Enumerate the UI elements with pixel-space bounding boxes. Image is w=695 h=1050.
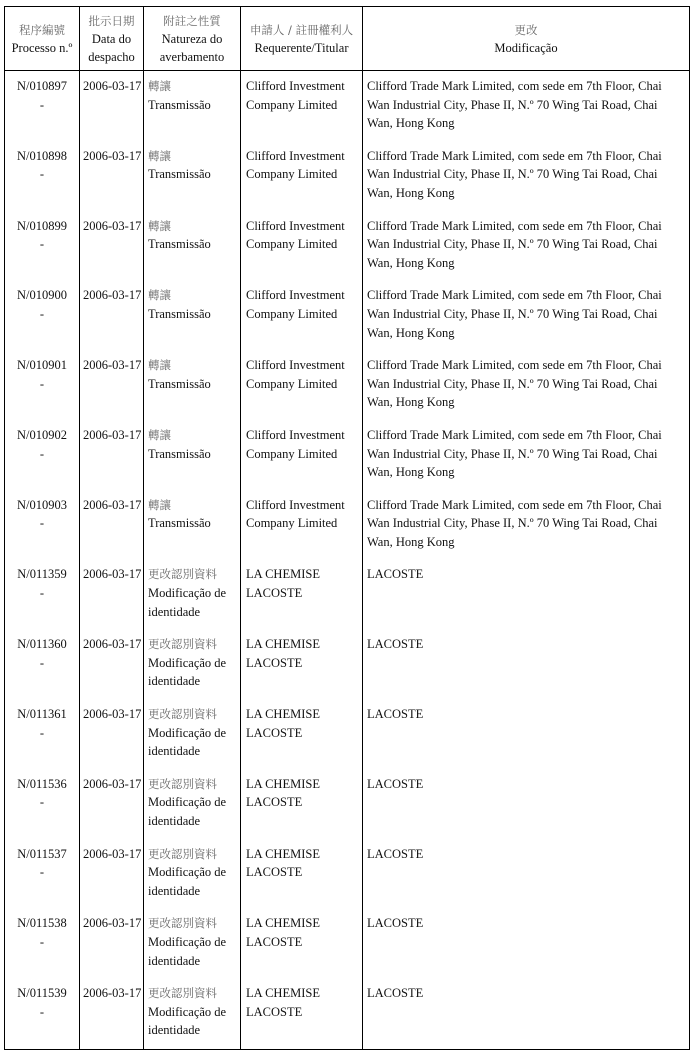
natureza-pt: Transmissão: [148, 446, 211, 461]
data-despacho-cell: 2006-03-17: [80, 560, 144, 630]
header-processo-pt: Processo n.º: [11, 40, 73, 55]
natureza-zh: 更改認別資料: [148, 567, 217, 582]
processo-sub: -: [39, 516, 45, 531]
natureza-pt: Modificação de identidade: [148, 1004, 227, 1038]
natureza-pt: Transmissão: [148, 237, 211, 252]
header-natureza-pt-1: Natureza do: [161, 31, 223, 46]
header-modificacao-pt: Modificação: [494, 40, 558, 55]
table-header: [5, 7, 690, 71]
modificacao-cell: LACOSTE: [363, 560, 690, 630]
natureza-cell: [144, 840, 241, 910]
processo-sub: -: [39, 934, 45, 949]
table-row: [5, 770, 690, 840]
header-processo: [5, 7, 80, 71]
data-despacho-cell: 2006-03-17: [80, 142, 144, 212]
processo-sub: -: [39, 655, 45, 670]
natureza-pt: Modificação de identidade: [148, 934, 227, 968]
processo-cell: [5, 630, 80, 700]
table-row: [5, 560, 690, 630]
header-processo-zh: 程序編號: [19, 22, 65, 37]
table-row: [5, 212, 690, 282]
data-despacho-cell: 2006-03-17: [80, 351, 144, 421]
table-row: [5, 281, 690, 351]
processo-number: N/011537: [17, 846, 67, 861]
table-row: [5, 630, 690, 700]
natureza-pt: Modificação de identidade: [148, 586, 227, 619]
natureza-cell: [144, 351, 241, 421]
data-despacho-cell: 2006-03-17: [80, 71, 144, 142]
processo-cell: [5, 491, 80, 561]
processo-cell: [5, 71, 80, 142]
header-data-pt-1: Data do: [91, 31, 132, 46]
modificacao-cell: LACOSTE: [363, 840, 690, 910]
natureza-zh: 更改認別資料: [148, 916, 217, 931]
natureza-zh: 轉讓: [148, 79, 171, 93]
requerente-cell: Clifford Investment Company Limited: [241, 212, 363, 282]
requerente-cell: Clifford Investment Company Limited: [241, 351, 363, 421]
natureza-cell: [144, 770, 241, 840]
natureza-zh: 轉讓: [148, 218, 171, 233]
data-despacho-cell: 2006-03-17: [80, 630, 144, 700]
natureza-pt: Transmissão: [148, 376, 211, 391]
natureza-zh: 更改認別資料: [148, 707, 217, 722]
table-row: [5, 351, 690, 421]
processo-sub: -: [39, 1004, 45, 1019]
table-row: [5, 909, 690, 979]
header-requerente-pt: Requerente/Titular: [254, 40, 349, 55]
modificacao-cell: LACOSTE: [363, 770, 690, 840]
natureza-cell: [144, 421, 241, 491]
modificacao-cell: Clifford Trade Mark Limited, com sede em 7th Floor, Chai Wan Industrial City, Phase II, N.º 70 Wing Tai Road, Chai Wan, Hong Kong: [363, 421, 690, 491]
data-despacho-cell: 2006-03-17: [80, 421, 144, 491]
data-despacho-cell: 2006-03-17: [80, 491, 144, 561]
data-despacho-cell: 2006-03-17: [80, 979, 144, 1049]
processo-number: N/010899: [17, 218, 67, 233]
natureza-cell: [144, 281, 241, 351]
natureza-zh: 轉讓: [148, 148, 171, 163]
processo-number: N/011539: [17, 986, 67, 1001]
natureza-pt: Modificação de identidade: [148, 865, 227, 898]
processo-sub: -: [39, 865, 45, 880]
header-data-pt-2: despacho: [88, 49, 135, 64]
processo-sub: -: [39, 446, 45, 461]
requerente-cell: Clifford Investment Company Limited: [241, 71, 363, 142]
processo-number: N/010903: [17, 497, 67, 512]
modificacao-cell: Clifford Trade Mark Limited, com sede em 7th Floor, Chai Wan Industrial City, Phase II, N.º 70 Wing Tai Road, Chai Wan, Hong Kong: [363, 212, 690, 282]
requerente-cell: LA CHEMISE LACOSTE: [241, 979, 363, 1049]
processo-cell: [5, 840, 80, 910]
natureza-cell: [144, 142, 241, 212]
processo-number: N/011359: [17, 567, 67, 582]
processo-cell: [5, 212, 80, 282]
table-row: [5, 142, 690, 212]
natureza-pt: Transmissão: [148, 167, 211, 182]
table-row: [5, 71, 690, 142]
processo-number: N/011536: [17, 776, 67, 791]
data-despacho-cell: 2006-03-17: [80, 909, 144, 979]
data-despacho-cell: 2006-03-17: [80, 281, 144, 351]
processo-sub: -: [39, 237, 45, 252]
header-data: [80, 7, 144, 71]
processo-sub: -: [39, 376, 45, 391]
header-modificacao: [363, 7, 690, 71]
processo-sub: -: [39, 97, 45, 112]
processo-number: N/011538: [17, 916, 67, 931]
header-natureza-pt-2: averbamento: [159, 49, 225, 64]
natureza-zh: 轉讓: [148, 288, 171, 303]
processo-cell: [5, 281, 80, 351]
natureza-zh: 轉讓: [148, 427, 171, 442]
processo-cell: [5, 142, 80, 212]
header-natureza: [144, 7, 241, 71]
processo-number: N/010898: [17, 148, 67, 163]
processo-number: N/010900: [17, 288, 67, 303]
modificacao-cell: LACOSTE: [363, 700, 690, 770]
processo-cell: [5, 770, 80, 840]
requerente-cell: Clifford Investment Company Limited: [241, 142, 363, 212]
data-despacho-cell: 2006-03-17: [80, 700, 144, 770]
requerente-cell: Clifford Investment Company Limited: [241, 421, 363, 491]
requerente-cell: Clifford Investment Company Limited: [241, 491, 363, 561]
data-despacho-cell: 2006-03-17: [80, 770, 144, 840]
processo-sub: -: [39, 586, 45, 601]
natureza-pt: Transmissão: [148, 97, 211, 112]
processo-cell: [5, 421, 80, 491]
processo-sub: -: [39, 167, 45, 182]
natureza-pt: Modificação de identidade: [148, 655, 227, 689]
natureza-cell: [144, 630, 241, 700]
processo-cell: [5, 700, 80, 770]
natureza-cell: [144, 700, 241, 770]
natureza-cell: [144, 71, 241, 142]
processo-number: N/010902: [17, 427, 67, 442]
natureza-zh: 轉讓: [148, 358, 171, 373]
processo-number: N/011360: [17, 637, 67, 652]
processo-cell: [5, 909, 80, 979]
processo-cell: [5, 351, 80, 421]
data-despacho-cell: 2006-03-17: [80, 840, 144, 910]
processo-sub: -: [39, 725, 45, 740]
natureza-zh: 更改認別資料: [148, 776, 217, 791]
natureza-cell: [144, 979, 241, 1049]
requerente-cell: LA CHEMISE LACOSTE: [241, 700, 363, 770]
processo-cell: [5, 979, 80, 1049]
table-row: [5, 840, 690, 910]
requerente-cell: Clifford Investment Company Limited: [241, 281, 363, 351]
natureza-pt: Transmissão: [148, 516, 211, 531]
processo-number: N/010897: [17, 79, 67, 93]
modificacao-cell: Clifford Trade Mark Limited, com sede em 7th Floor, Chai Wan Industrial City, Phase II, N.º 70 Wing Tai Road, Chai Wan, Hong Kong: [363, 351, 690, 421]
modificacao-cell: Clifford Trade Mark Limited, com sede em 7th Floor, Chai Wan Industrial City, Phase II, N.º 70 Wing Tai Road, Chai Wan, Hong Kong: [363, 281, 690, 351]
natureza-pt: Modificação de identidade: [148, 795, 227, 828]
header-requerente: [241, 7, 363, 71]
requerente-cell: LA CHEMISE LACOSTE: [241, 909, 363, 979]
natureza-cell: [144, 560, 241, 630]
natureza-zh: 更改認別資料: [148, 986, 217, 1001]
header-natureza-zh: 附註之性質: [163, 13, 221, 28]
natureza-zh: 更改認別資料: [148, 637, 217, 652]
table-row: [5, 421, 690, 491]
modificacao-cell: Clifford Trade Mark Limited, com sede em 7th Floor, Chai Wan Industrial City, Phase II, N.º 70 Wing Tai Road, Chai Wan, Hong Kong: [363, 71, 690, 142]
processo-number: N/010901: [17, 358, 67, 373]
header-row: [5, 7, 690, 71]
header-requerente-zh: 申請人 / 註冊權利人: [249, 22, 354, 37]
natureza-cell: [144, 491, 241, 561]
natureza-cell: [144, 909, 241, 979]
modificacao-cell: LACOSTE: [363, 979, 690, 1049]
requerente-cell: LA CHEMISE LACOSTE: [241, 630, 363, 700]
table-row: [5, 491, 690, 561]
data-despacho-cell: 2006-03-17: [80, 212, 144, 282]
table-row: [5, 979, 690, 1049]
table-row: [5, 700, 690, 770]
natureza-pt: Modificação de identidade: [148, 725, 227, 759]
modificacao-cell: LACOSTE: [363, 909, 690, 979]
requerente-cell: LA CHEMISE LACOSTE: [241, 770, 363, 840]
processo-number: N/011361: [17, 707, 67, 722]
requerente-cell: LA CHEMISE LACOSTE: [241, 560, 363, 630]
table-body: [5, 71, 690, 1050]
requerente-cell: LA CHEMISE LACOSTE: [241, 840, 363, 910]
modificacao-cell: Clifford Trade Mark Limited, com sede em 7th Floor, Chai Wan Industrial City, Phase II, N.º 70 Wing Tai Road, Chai Wan, Hong Kong: [363, 491, 690, 561]
natureza-zh: 轉讓: [148, 497, 171, 512]
processo-cell: [5, 560, 80, 630]
averbamentos-table: [4, 6, 690, 1050]
modificacao-cell: LACOSTE: [363, 630, 690, 700]
processo-sub: -: [39, 795, 45, 810]
processo-sub: -: [39, 306, 45, 321]
modificacao-cell: Clifford Trade Mark Limited, com sede em 7th Floor, Chai Wan Industrial City, Phase II, N.º 70 Wing Tai Road, Chai Wan, Hong Kong: [363, 142, 690, 212]
header-modificacao-zh: 更改: [514, 22, 538, 37]
natureza-zh: 更改認別資料: [148, 846, 217, 861]
natureza-pt: Transmissão: [148, 306, 211, 321]
natureza-cell: [144, 212, 241, 282]
header-data-zh: 批示日期: [88, 13, 135, 28]
